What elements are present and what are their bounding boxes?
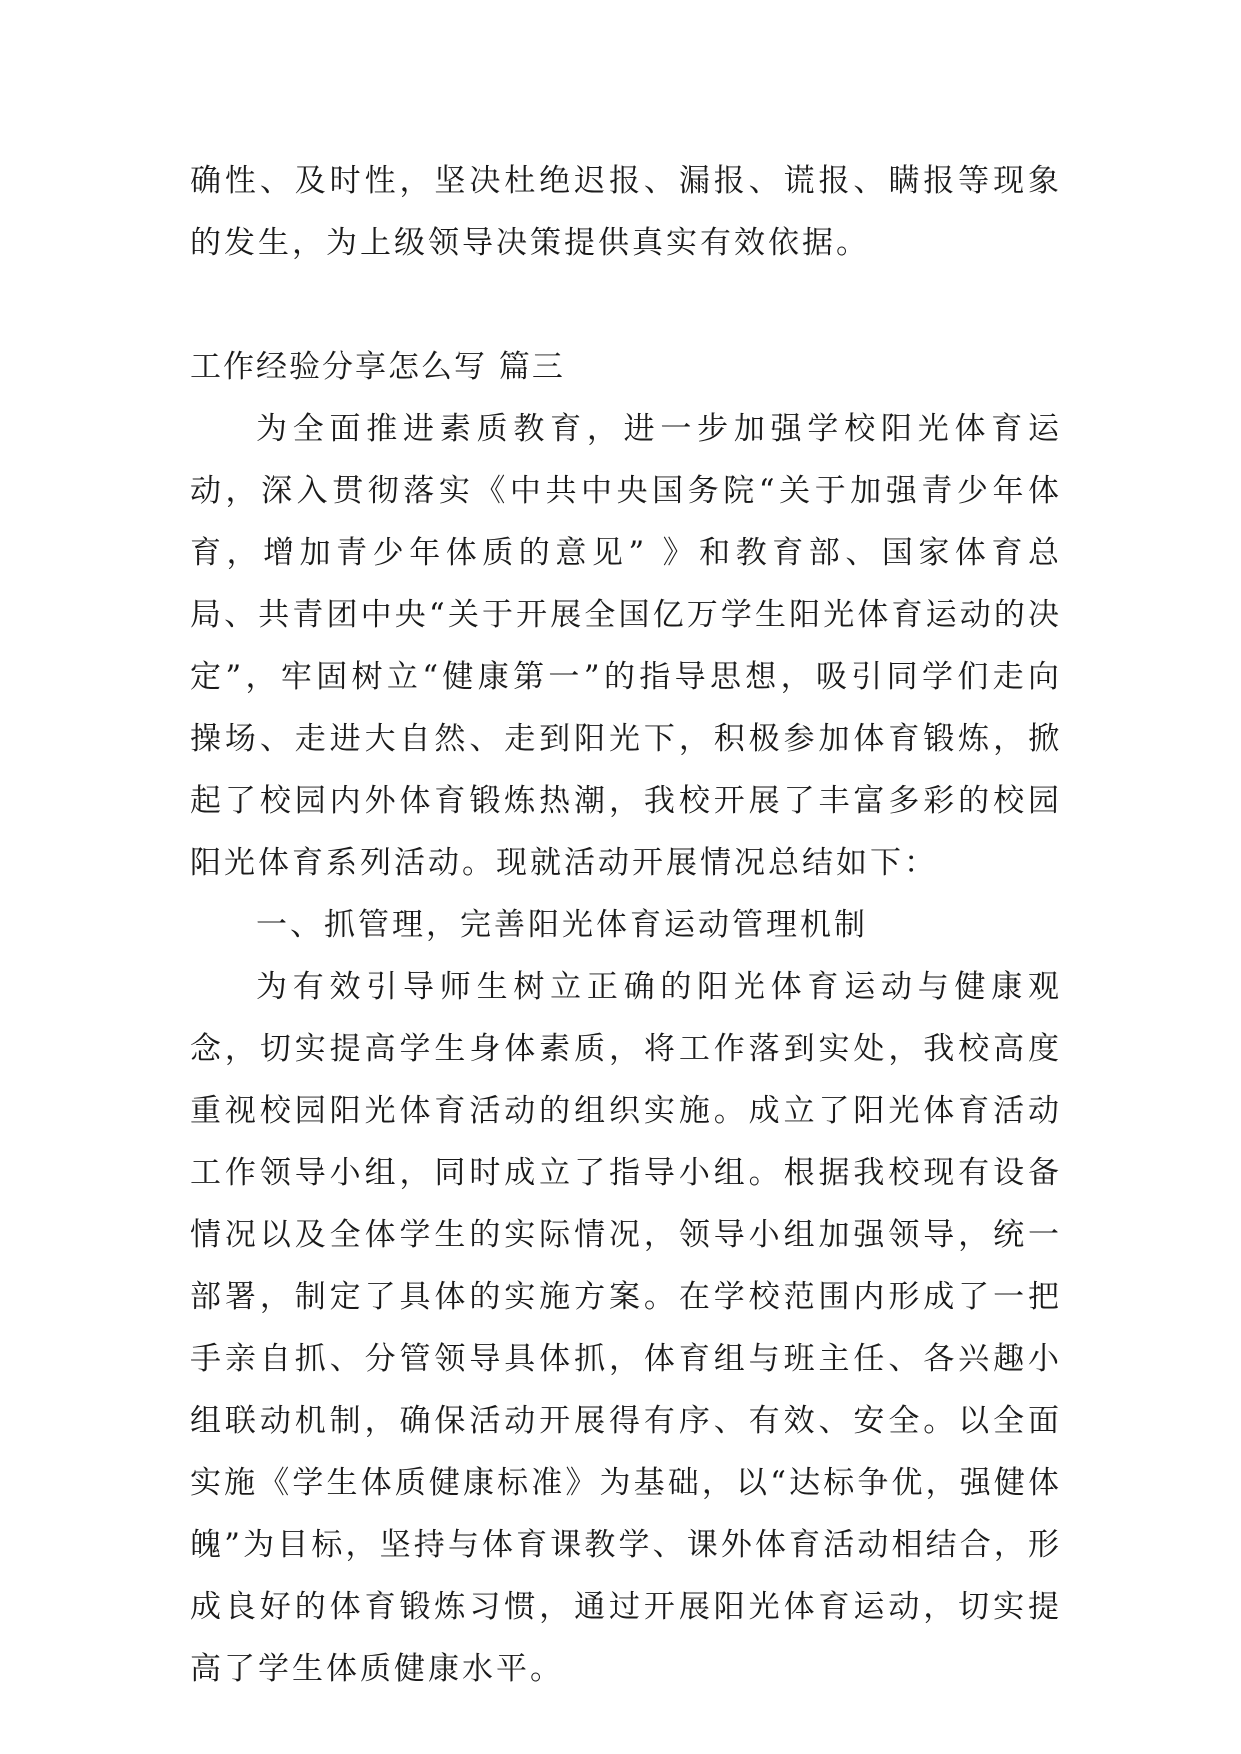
paragraph-gap: [190, 274, 1062, 336]
management-paragraph: 为有效引导师生树立正确的阳光体育运动与健康观念，切实提高学生身体素质，将工作落到实处，我校高度重视校园阳光体育活动的组织实施。成立了阳光体育活动工作领导小组，同时成立了指导小组。根据我校现有设备情况以及全体学生的实际情况，领导小组加强领导，统一部署，制定了具体的实施方案。在学校范围内形成了一把手亲自抓、分管领导具体抓，体育组与班主任、各兴趣小组联动机制，确保活动开展得有序、有效、安全。以全面实施《学生体质健康标准》为基础，以“达标争优，强健体魄”为目标，坚持与体育课教学、课外体育活动相结合，形成良好的体育锻炼习惯，通过开展阳光体育运动，切实提高了学生体质健康水平。: [190, 969, 1062, 1687]
document-page: [190, 150, 1062, 1700]
section-title: 工作经验分享怎么写 篇三: [190, 349, 565, 385]
intro-paragraph: 为全面推进素质教育，进一步加强学校阳光体育运动，深入贯彻落实《中共中央国务院“关于加强青少年体育，增加青少年体质的意见” 》和教育部、国家体育总局、共青团中央“关于开展全国亿万学生阳光体育运动的决定”，牢固树立“健康第一”的指导思想，吸引同学们走向操场、走进大自然、走到阳光下，积极参加体育锻炼，掀起了校园内外体育锻炼热潮，我校开展了丰富多彩的校园阳光体育系列活动。现就活动开展情况总结如下：: [190, 411, 1062, 881]
continuation-paragraph: 确性、及时性，坚决杜绝迟报、漏报、谎报、瞒报等现象的发生，为上级领导决策提供真实有效依据。: [190, 163, 1062, 261]
subheading-management: 一、抓管理，完善阳光体育运动管理机制: [256, 907, 868, 943]
